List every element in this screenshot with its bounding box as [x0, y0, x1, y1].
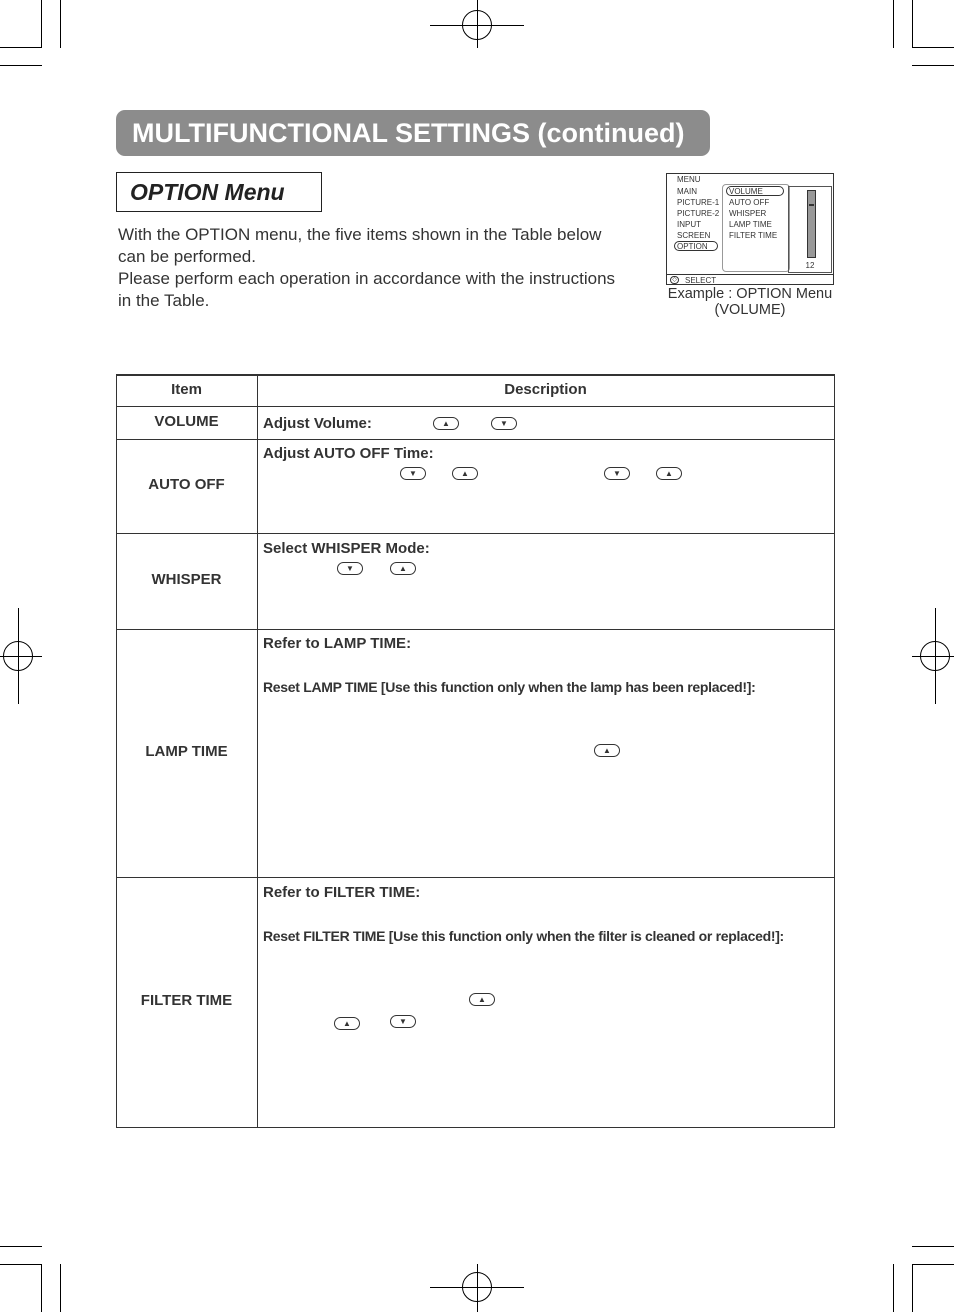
- intro-text: [118, 224, 658, 312]
- down-key-icon: ▼: [390, 1015, 416, 1028]
- crop-mark: [912, 1264, 913, 1312]
- crop-mark: [912, 47, 954, 48]
- registration-line: [0, 656, 42, 657]
- crop-mark: [912, 1246, 954, 1247]
- crop-mark: [60, 1264, 61, 1312]
- osd-main-item: OPTION: [677, 242, 708, 251]
- osd-main-item: PICTURE-2: [677, 209, 720, 218]
- osd-volume-slider: [788, 186, 832, 273]
- intro-line: in the Table.: [118, 291, 210, 310]
- description-line: Adjust AUTO OFF Time:: [263, 445, 434, 462]
- osd-main-selection: [674, 241, 718, 251]
- crop-mark: [0, 1264, 42, 1265]
- description-line: Refer to LAMP TIME:: [263, 635, 412, 652]
- crop-mark: [912, 1264, 954, 1265]
- osd-sub-item: WHISPER: [729, 209, 767, 218]
- crop-mark: [893, 0, 894, 48]
- crop-mark: [0, 65, 42, 66]
- table-rule: [257, 374, 258, 1128]
- caption-line: (VOLUME): [714, 302, 786, 318]
- up-key-icon: ▲: [334, 1017, 360, 1030]
- osd-slider-thumb: [809, 204, 814, 206]
- crop-mark: [912, 65, 954, 66]
- osd-select-label: SELECT: [685, 276, 717, 285]
- table-rule: [116, 533, 835, 534]
- down-key-icon: ▼: [491, 417, 517, 430]
- registration-line: [935, 608, 936, 704]
- up-key-icon: ▲: [594, 744, 620, 757]
- up-key-icon: ▲: [433, 417, 459, 430]
- osd-sub-item: LAMP TIME: [729, 220, 772, 229]
- description-line: Refer to FILTER TIME:: [263, 884, 421, 901]
- intro-line: can be performed.: [118, 247, 256, 266]
- down-key-icon: ▼: [604, 467, 630, 480]
- osd-slider-value: 12: [805, 261, 815, 270]
- down-key-icon: ▼: [400, 467, 426, 480]
- table-rule: [116, 629, 835, 630]
- item-whisper: WHISPER: [151, 571, 222, 588]
- osd-sub-item: FILTER TIME: [729, 231, 778, 240]
- column-header-description: Description: [504, 381, 587, 398]
- table-rule: [116, 1127, 835, 1128]
- registration-line: [18, 608, 19, 704]
- table-rule: [116, 439, 835, 440]
- page-title: MULTIFUNCTIONAL SETTINGS (continued): [116, 110, 710, 156]
- section-title: OPTION Menu: [116, 172, 322, 212]
- crop-mark: [0, 47, 42, 48]
- down-key-icon: ▼: [337, 562, 363, 575]
- osd-menu-example: [666, 173, 834, 285]
- up-key-icon: ▲: [390, 562, 416, 575]
- description-line: Adjust Volume:: [263, 415, 372, 432]
- crop-mark: [41, 0, 42, 48]
- intro-line: Please perform each operation in accordance with the instructions: [118, 269, 616, 288]
- item-volume: VOLUME: [154, 413, 219, 430]
- osd-main-item: INPUT: [677, 220, 701, 229]
- up-key-icon: ▲: [469, 993, 495, 1006]
- item-filter-time: FILTER TIME: [140, 992, 233, 1009]
- osd-sub-item: VOLUME: [729, 187, 763, 196]
- select-button-icon: ◇: [670, 276, 679, 284]
- osd-caption: [666, 286, 834, 318]
- osd-footer: [667, 274, 833, 286]
- table-rule: [116, 877, 835, 878]
- osd-main-item: PICTURE-1: [677, 198, 720, 207]
- crop-mark: [0, 1246, 42, 1247]
- up-key-icon: ▲: [656, 467, 682, 480]
- osd-sub-item: AUTO OFF: [729, 198, 770, 207]
- osd-main-item: MAIN: [677, 187, 697, 196]
- crop-mark: [60, 0, 61, 48]
- crop-mark: [912, 0, 913, 48]
- osd-sub-selection: [726, 186, 784, 196]
- table-rule: [834, 374, 835, 1128]
- registration-line: [477, 1264, 478, 1312]
- table-rule: [116, 406, 835, 407]
- crop-mark: [41, 1264, 42, 1312]
- crop-mark: [893, 1264, 894, 1312]
- description-line: Reset LAMP TIME [Use this function only when the lamp has been replaced!]:: [263, 679, 756, 695]
- description-line: Reset FILTER TIME [Use this function only when the filter is cleaned or replaced!]:: [263, 928, 784, 944]
- registration-line: [477, 0, 478, 48]
- intro-line: With the OPTION menu, the five items shown in the Table below: [118, 225, 602, 244]
- osd-menu-label: MENU: [677, 175, 701, 184]
- table-rule: [116, 374, 835, 376]
- osd-main-item: SCREEN: [677, 231, 711, 240]
- up-key-icon: ▲: [452, 467, 478, 480]
- item-lamp-time: LAMP TIME: [145, 743, 228, 760]
- caption-line: Example : OPTION Menu: [667, 286, 833, 302]
- column-header-item: Item: [171, 381, 202, 398]
- osd-slider-track: [807, 190, 816, 258]
- item-auto-off: AUTO OFF: [148, 476, 225, 493]
- description-line: Select WHISPER Mode:: [263, 540, 430, 557]
- registration-line: [912, 656, 954, 657]
- option-table: [116, 374, 835, 1128]
